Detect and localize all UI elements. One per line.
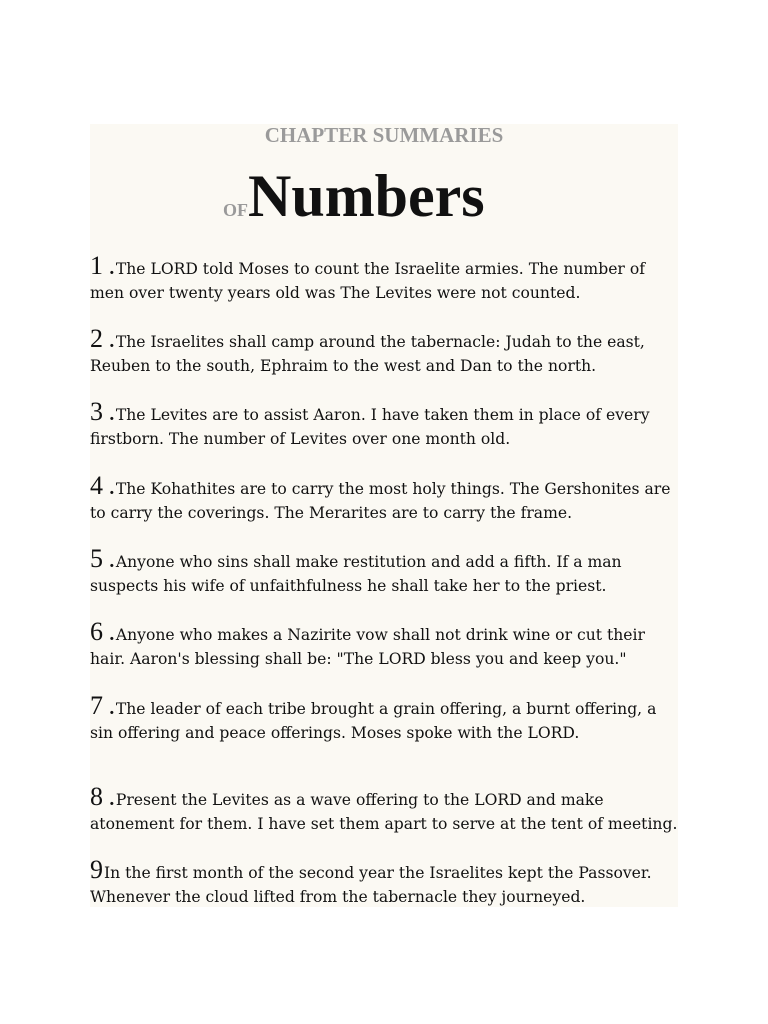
chapter-summary-6 bbox=[90, 617, 680, 671]
chapter-number: 8 bbox=[90, 782, 103, 811]
chapter-number: 9 bbox=[90, 855, 103, 884]
chapter-separator: . bbox=[103, 259, 115, 279]
chapter-text: The Israelites shall camp around the tabernacle: Judah to the east, Reuben to the south, Ephraim to the west and Dan to the north. bbox=[90, 333, 645, 375]
chapter-text: The LORD told Moses to count the Israelite armies. The number of men over twenty years old was The Levites were not counted. bbox=[90, 260, 645, 302]
chapter-text: The Levites are to assist Aaron. I have taken them in place of every firstborn. The number of Levites over one month old. bbox=[90, 406, 650, 448]
chapter-number: 1 bbox=[90, 251, 103, 280]
chapter-summary-2 bbox=[90, 324, 680, 378]
chapter-number: 4 bbox=[90, 471, 103, 500]
chapter-summary-7 bbox=[90, 691, 680, 745]
chapter-separator: . bbox=[103, 790, 115, 810]
chapter-text: In the first month of the second year the Israelites kept the Passover. Whenever the cloud lifted from the tabernacle they journeyed. bbox=[90, 864, 652, 906]
chapter-separator: . bbox=[103, 625, 115, 645]
chapter-text: Anyone who sins shall make restitution and add a fifth. If a man suspects his wife of unfaithfulness he shall take her to the priest. bbox=[90, 553, 622, 595]
chapter-number: 7 bbox=[90, 691, 103, 720]
chapter-summary-5 bbox=[90, 544, 680, 598]
chapter-separator: . bbox=[103, 479, 115, 499]
title-of-label: OF bbox=[223, 200, 248, 220]
chapter-text: Anyone who makes a Nazirite vow shall not drink wine or cut their hair. Aaron's blessing shall be: "The LORD bless you and keep you." bbox=[90, 626, 645, 668]
chapter-summary-1 bbox=[90, 251, 680, 305]
book-title bbox=[223, 162, 485, 231]
chapter-summary-3 bbox=[90, 397, 680, 451]
chapter-summary-4 bbox=[90, 471, 680, 525]
chapter-separator: . bbox=[103, 332, 115, 352]
chapter-text: The Kohathites are to carry the most holy things. The Gershonites are to carry the coverings. The Merarites are to carry the frame. bbox=[90, 480, 671, 522]
title-numbers: Numbers bbox=[248, 163, 485, 229]
chapter-number: 6 bbox=[90, 617, 103, 646]
chapter-number: 2 bbox=[90, 324, 103, 353]
chapter-number: 3 bbox=[90, 397, 103, 426]
chapter-number: 5 bbox=[90, 544, 103, 573]
chapter-text: The leader of each tribe brought a grain offering, a burnt offering, a sin offering and peace offerings. Moses spoke with the LORD. bbox=[90, 700, 657, 742]
chapter-separator: . bbox=[103, 405, 115, 425]
chapter-summary-9 bbox=[90, 855, 680, 909]
chapter-separator: . bbox=[103, 699, 115, 719]
chapter-summary-8 bbox=[90, 782, 680, 836]
chapter-text: Present the Levites as a wave offering to the LORD and make atonement for them. I have set them apart to serve at the tent of meeting. bbox=[90, 791, 678, 833]
chapter-separator: . bbox=[103, 552, 115, 572]
chapter-summaries-heading: CHAPTER SUMMARIES bbox=[264, 123, 504, 147]
